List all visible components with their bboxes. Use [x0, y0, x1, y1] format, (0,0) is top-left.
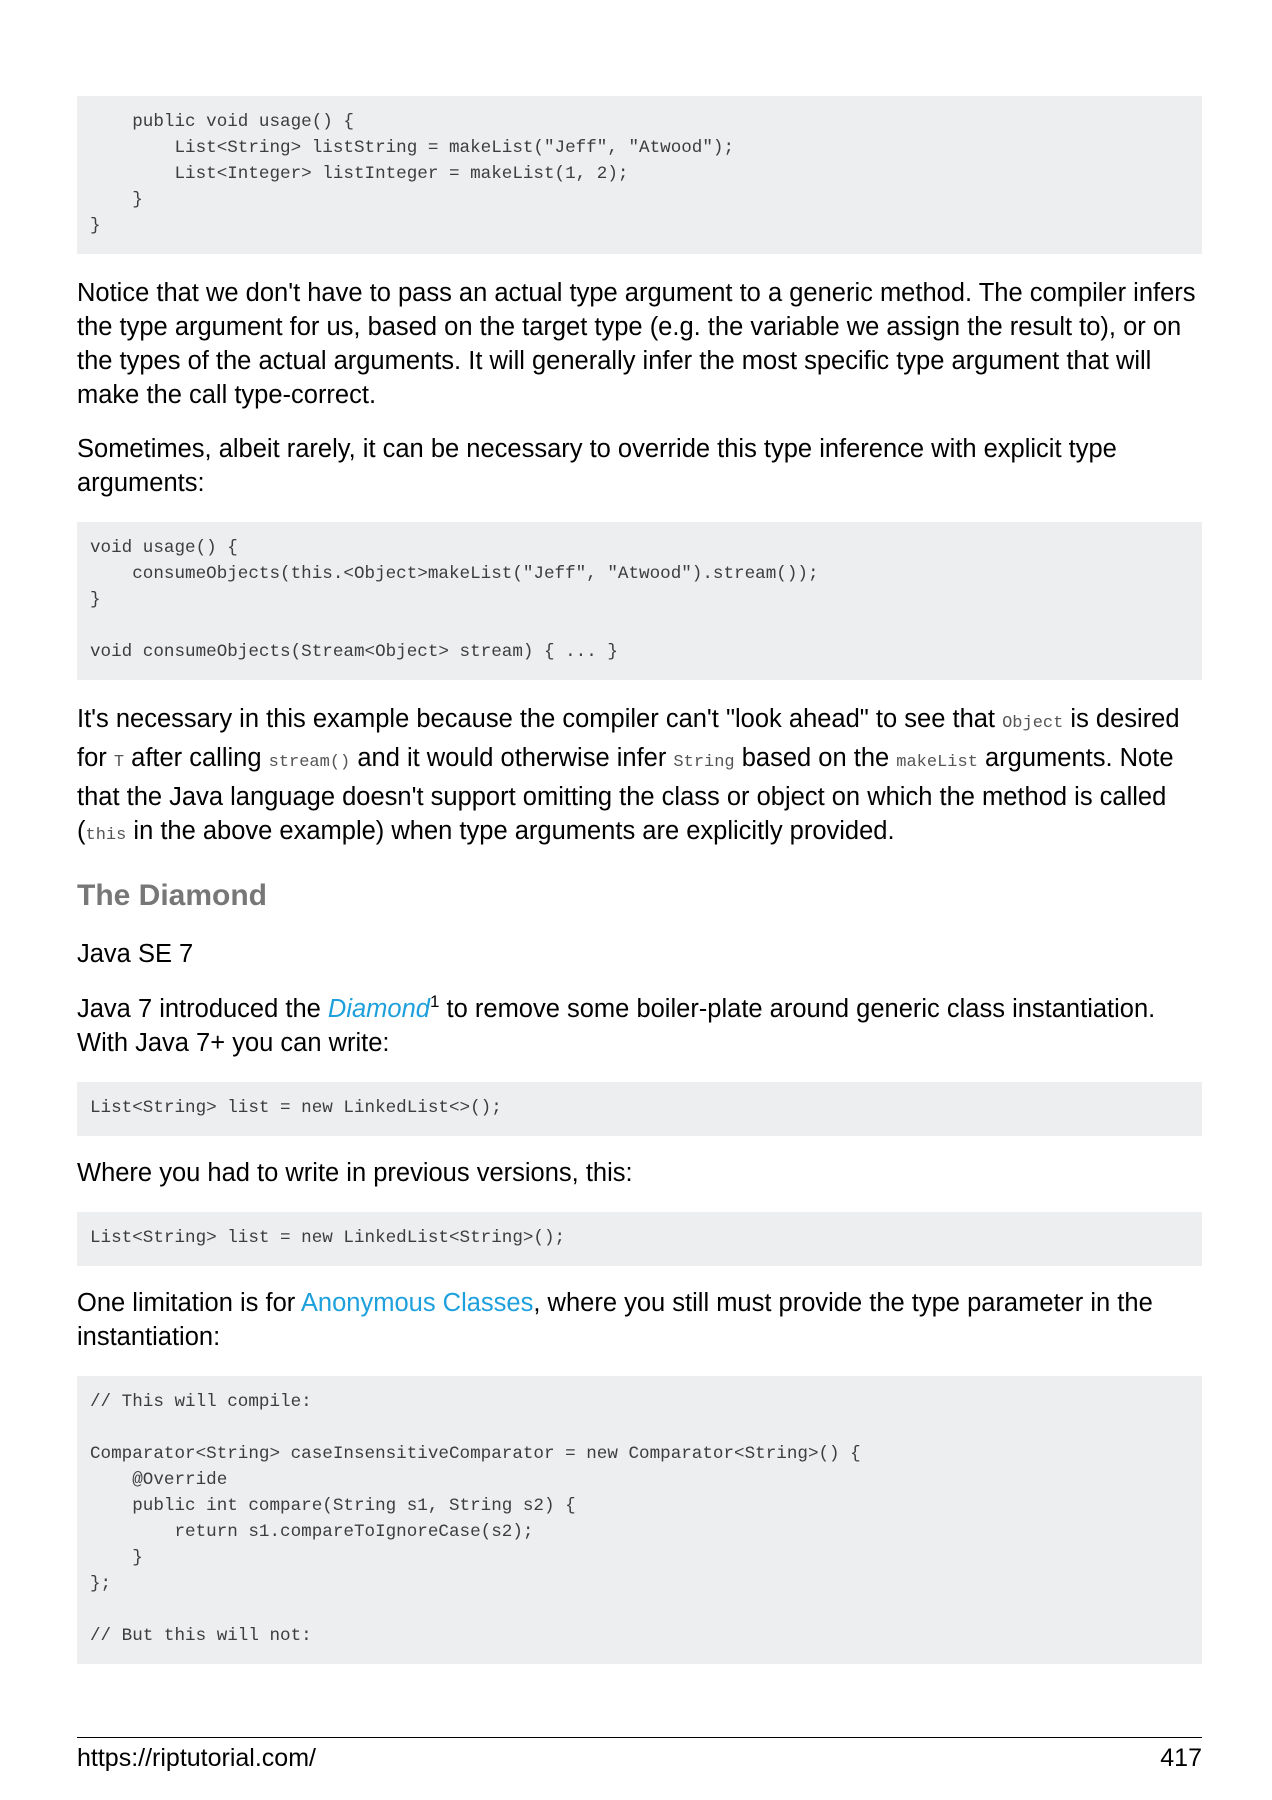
paragraph-previous: Where you had to write in previous versions, this: — [77, 1159, 633, 1187]
text-run: One limitation is for — [77, 1289, 301, 1317]
paragraph-limitation — [77, 1286, 1202, 1354]
text-run: and it would otherwise infer — [350, 744, 674, 772]
paragraph-necessary — [77, 702, 1202, 853]
paragraph-diamond-intro — [77, 992, 1202, 1060]
text-run: Java 7 introduced the — [77, 995, 328, 1023]
inline-code-object: Object — [1002, 714, 1064, 733]
text-run: arguments. Note that the Java language doesn't support omitting the class or object on which the method is called ( — [77, 744, 1174, 845]
page-number: 417 — [1160, 1744, 1202, 1772]
anonymous-classes-link[interactable]: Anonymous Classes — [300, 1289, 534, 1317]
text-run: to remove some boiler-plate around generic class instantiation. With Java 7+ you can write: — [77, 995, 1156, 1057]
text-run: in the above example) when type arguments are explicitly provided. — [126, 817, 895, 845]
text-run: after calling — [124, 744, 269, 772]
code-block-anonymous: // This will compile: Comparator<String> caseInsensitiveComparator = new Comparator<String>() { @Override public int compare(String s1, String s2) { return s1.compareToIgnoreCase(s2); } }; // But this will not: — [77, 1376, 1202, 1664]
diamond-link[interactable]: Diamond — [327, 995, 430, 1023]
inline-code-stream: stream() — [268, 753, 351, 772]
code-block-explicit-type: void usage() { consumeObjects(this.<Object>makeList("Jeff", "Atwood").stream()); } void consumeObjects(Stream<Object> stream) { ... } — [77, 522, 1202, 680]
inline-code-makelist: makeList — [896, 753, 978, 772]
code-block-pre-java7: List<String> list = new LinkedList<String>(); — [77, 1212, 1202, 1266]
footnote-marker: 1 — [429, 992, 440, 1011]
text-run: based on the — [734, 744, 897, 772]
page-footer — [77, 1737, 1202, 1772]
inline-code-t: T — [113, 753, 125, 772]
page-content — [77, 96, 1202, 1664]
inline-code-this: this — [85, 826, 127, 845]
code-block-usage: public void usage() { List<String> listString = makeList("Jeff", "Atwood"); List<Integer> listInteger = makeList(1, 2); } } — [77, 96, 1202, 254]
paragraph-inference: Notice that we don't have to pass an actual type argument to a generic method. The compiler infers the type argument for us, based on the target type (e.g. the variable we assign the result to), or on the types of the actual arguments. It will generally infer the most specific type argument that will make the call type-correct. — [77, 279, 1196, 409]
footer-url[interactable]: https://riptutorial.com/ — [77, 1744, 316, 1772]
text-run: is desired for — [77, 705, 1180, 772]
inline-code-string: String — [673, 753, 735, 772]
section-heading: The Diamond — [77, 879, 268, 912]
text-run: , where you still must provide the type parameter in the instantiation: — [77, 1289, 1153, 1351]
paragraph-override: Sometimes, albeit rarely, it can be necessary to override this type inference with explicit type arguments: — [77, 435, 1117, 497]
text-run: It's necessary in this example because the compiler can't "look ahead" to see that — [77, 705, 1003, 733]
version-label: Java SE 7 — [77, 940, 194, 968]
code-block-diamond: List<String> list = new LinkedList<>(); — [77, 1082, 1202, 1136]
